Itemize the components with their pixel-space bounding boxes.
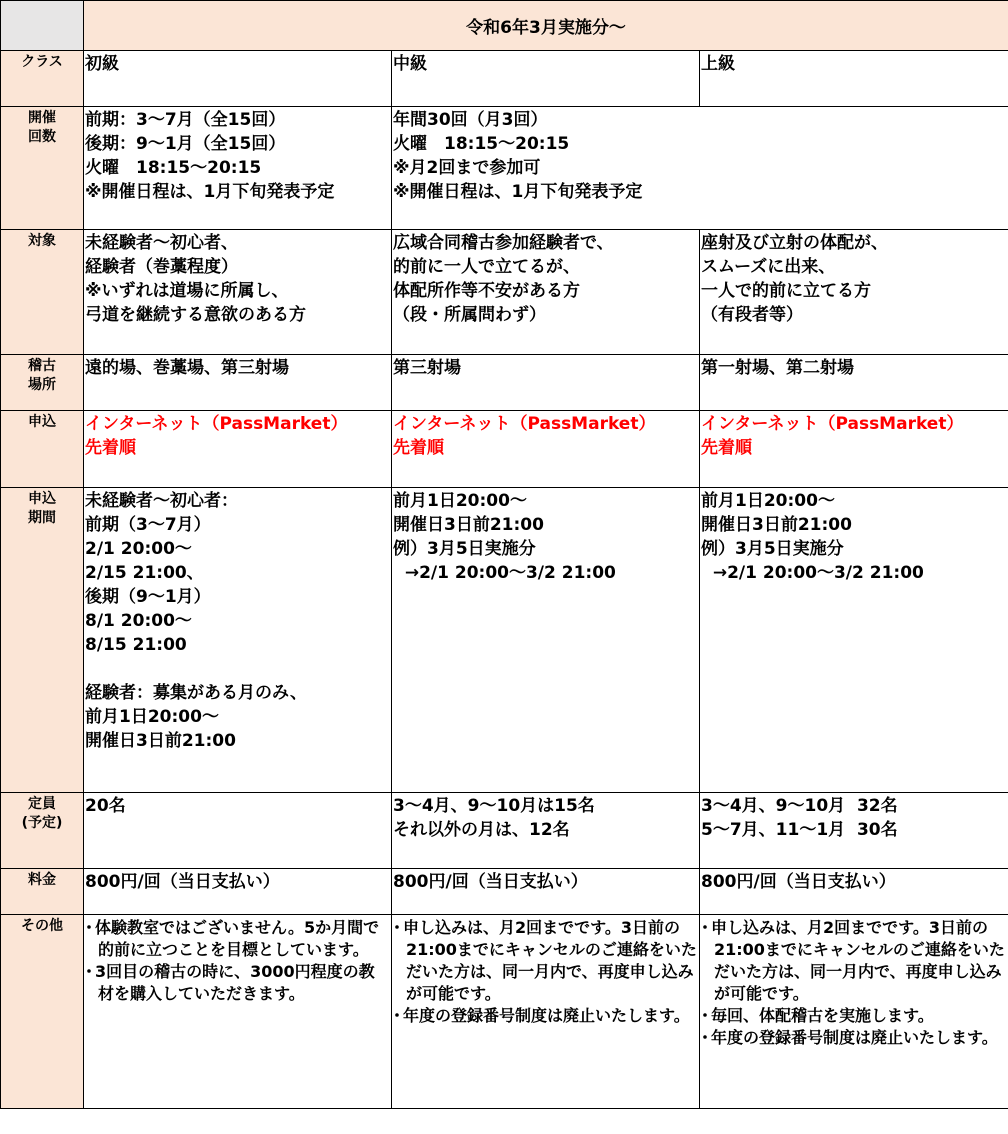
sessions-chukyu-jokyu <box>392 107 1008 230</box>
fee-jokyu <box>700 869 1008 915</box>
cell-line: 開催日3日前21:00 <box>85 731 236 751</box>
cell-line: 未経験者～初心者： <box>85 491 238 511</box>
capacity-jokyu <box>700 793 1008 869</box>
cell-line: 800円/回（当日支払い） <box>701 872 896 892</box>
cell-line: 火曜 18:15～20:15 <box>393 134 570 154</box>
row-label-capacity <box>1 793 84 869</box>
cell-line: 中級 <box>393 54 427 74</box>
cell-line: ※いずれは道場に所属し、 <box>85 281 289 301</box>
class-shokyu <box>84 51 392 107</box>
cell-line: 火曜 18:15～20:15 <box>85 158 262 178</box>
row-label-period <box>1 488 84 793</box>
row-label-fee <box>1 869 84 915</box>
cell-line: 第一射場、第二射場 <box>701 358 854 378</box>
period-row <box>1 488 1008 793</box>
cell-line: 未経験者～初心者、 <box>85 233 238 253</box>
apply-chukyu <box>392 411 700 488</box>
cell-line: 年間30回（月3回） <box>393 110 548 130</box>
cell-line: →2/1 20:00～3/2 21:00 <box>701 563 924 583</box>
row-label-class <box>1 51 84 107</box>
venue-chukyu <box>392 355 700 411</box>
cell-line: 先着順 <box>85 438 136 458</box>
fee-row <box>1 869 1008 915</box>
note-item: ・ 体験教室ではございません。5か月間で的前に立つことを目標としています。 <box>84 917 389 961</box>
label-line: クラス <box>21 54 63 70</box>
label-line: 期間 <box>28 510 56 526</box>
cell-line: 前月1日20:00～ <box>701 491 835 511</box>
label-line: 申込 <box>28 491 56 507</box>
cell-line: インターネット（PassMarket） <box>701 414 964 434</box>
cell-line: インターネット（PassMarket） <box>393 414 656 434</box>
cell-line: 開催日3日前21:00 <box>701 515 852 535</box>
cell-line: 遠的場、巻藁場、第三射場 <box>85 358 289 378</box>
venue-shokyu <box>84 355 392 411</box>
cell-line: 一人で的前に立てる方 <box>701 281 871 301</box>
other-shokyu <box>84 915 392 1109</box>
cell-line: 先着順 <box>701 438 752 458</box>
target-shokyu <box>84 230 392 355</box>
cell-line: →2/1 20:00～3/2 21:00 <box>393 563 616 583</box>
cell-line: 8/15 21:00 <box>85 635 187 655</box>
other-row <box>1 915 1008 1109</box>
period-shokyu <box>84 488 392 793</box>
cell-line: ※開催日程は、1月下旬発表予定 <box>85 182 335 202</box>
capacity-chukyu <box>392 793 700 869</box>
fee-shokyu <box>84 869 392 915</box>
label-line: 定員 <box>28 796 56 812</box>
cell-line: 2/1 20:00～ <box>85 539 192 559</box>
cell-line: 800円/回（当日支払い） <box>85 872 280 892</box>
period-chukyu <box>392 488 700 793</box>
cell-line: 弓道を継続する意欲のある方 <box>85 305 306 325</box>
sessions-shokyu <box>84 107 392 230</box>
cell-line: 体配所作等不安がある方 <box>393 281 580 301</box>
cell-line: インターネット（PassMarket） <box>85 414 348 434</box>
cell-line: （段・所属問わず） <box>393 305 546 325</box>
label-line: その他 <box>21 918 63 934</box>
title-row <box>1 1 1008 51</box>
cell-line: 座射及び立射の体配が、 <box>701 233 888 253</box>
note-item: ・ 申し込みは、月2回までです。3日前の21:00までにキャンセルのご連絡をいただいた方は、同一月内で、再度申し込みが可能です。 <box>700 917 1006 1005</box>
cell-line: 開催日3日前21:00 <box>393 515 544 535</box>
cell-line: 800円/回（当日支払い） <box>393 872 588 892</box>
capacity-shokyu <box>84 793 392 869</box>
cell-line: （有段者等） <box>701 305 803 325</box>
cell-line: 5～7月、11～1月 30名 <box>701 820 898 840</box>
cell-line: 例）3月5日実施分 <box>393 539 536 559</box>
period-jokyu <box>700 488 1008 793</box>
apply-shokyu <box>84 411 392 488</box>
class-chukyu <box>392 51 700 107</box>
class-row <box>1 51 1008 107</box>
cell-line: 初級 <box>85 54 119 74</box>
row-label-target <box>1 230 84 355</box>
venue-row <box>1 355 1008 411</box>
apply-row <box>1 411 1008 488</box>
cell-line: 的前に一人で立てるが、 <box>393 257 580 277</box>
cell-line: 例）3月5日実施分 <box>701 539 844 559</box>
label-line: (予定) <box>21 815 63 831</box>
row-label-sessions <box>1 107 84 230</box>
cell-line: 前月1日20:00～ <box>85 707 219 727</box>
label-line: 稽古 <box>28 358 56 374</box>
label-line: 料金 <box>28 872 56 888</box>
corner-cell <box>1 1 84 51</box>
capacity-row <box>1 793 1008 869</box>
fee-chukyu <box>392 869 700 915</box>
note-item: ・ 3回目の稽古の時に、3000円程度の教材を購入していただきます。 <box>84 961 389 1005</box>
cell-line: 後期：9～1月（全15回） <box>85 134 286 154</box>
cell-line: 前期（3～7月） <box>85 515 211 535</box>
cell-line: 8/1 20:00～ <box>85 611 192 631</box>
cell-line: 広域合同稽古参加経験者で、 <box>393 233 614 253</box>
cell-line: 第三射場 <box>393 358 461 378</box>
other-chukyu <box>392 915 700 1109</box>
cell-line: 20名 <box>85 796 126 816</box>
venue-jokyu <box>700 355 1008 411</box>
target-row <box>1 230 1008 355</box>
cell-line: 2/15 21:00、 <box>85 563 204 583</box>
note-item: ・ 申し込みは、月2回までです。3日前の21:00までにキャンセルのご連絡をいただいた方は、同一月内で、再度申し込みが可能です。 <box>392 917 697 1005</box>
cell-line: 前期：3～7月（全15回） <box>85 110 286 130</box>
label-line: 回数 <box>28 129 56 145</box>
cell-line: 上級 <box>701 54 735 74</box>
label-line: 場所 <box>28 377 56 393</box>
target-chukyu <box>392 230 700 355</box>
cell-line: それ以外の月は、12名 <box>393 820 570 840</box>
note-item: ・ 年度の登録番号制度は廃止いたします。 <box>392 1005 697 1027</box>
label-line: 申込 <box>28 414 56 430</box>
label-line: 開催 <box>28 110 56 126</box>
table-title: 令和6年3月実施分～ <box>84 1 1008 51</box>
label-line: 対象 <box>28 233 56 249</box>
blank-line <box>85 657 391 681</box>
cell-line: ※月2回まで参加可 <box>393 158 541 178</box>
cell-line: 前月1日20:00～ <box>393 491 527 511</box>
cell-line: 3～4月、9～10月 32名 <box>701 796 898 816</box>
cell-line: 3～4月、9～10月は15名 <box>393 796 595 816</box>
cell-line: ※開催日程は、1月下旬発表予定 <box>393 182 643 202</box>
apply-jokyu <box>700 411 1008 488</box>
cell-line: 経験者（巻藁程度） <box>85 257 238 277</box>
note-item: ・ 年度の登録番号制度は廃止いたします。 <box>700 1027 1006 1049</box>
row-label-apply <box>1 411 84 488</box>
other-jokyu <box>700 915 1008 1109</box>
sessions-row <box>1 107 1008 230</box>
row-label-venue <box>1 355 84 411</box>
cell-line: スムーズに出来、 <box>701 257 836 277</box>
class-jokyu <box>700 51 1008 107</box>
note-item: ・ 毎回、体配稽古を実施します。 <box>700 1005 1006 1027</box>
cell-line: 後期（9～1月） <box>85 587 211 607</box>
cell-line: 経験者：募集がある月のみ、 <box>85 683 308 703</box>
target-jokyu <box>700 230 1008 355</box>
row-label-other <box>1 915 84 1109</box>
cell-line: 先着順 <box>393 438 444 458</box>
